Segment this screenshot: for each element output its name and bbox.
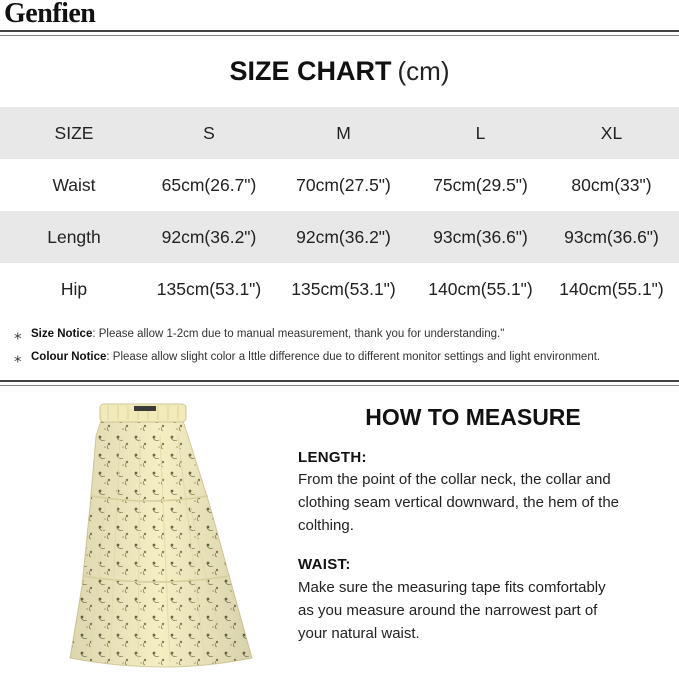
table-cell: 135cm(53.1") xyxy=(156,278,262,299)
header-cell: SIZE xyxy=(54,122,94,143)
waist-line: as you measure around the narrowest part of xyxy=(298,602,598,619)
waist-line: your natural waist. xyxy=(298,625,420,642)
notice-label: Size Notice xyxy=(31,327,93,340)
page-title xyxy=(0,56,679,87)
table-cell: Hip xyxy=(60,278,88,299)
size-notice xyxy=(14,322,674,345)
header-cell: L xyxy=(475,122,486,143)
notice-text: : Please allow 1-2cm due to manual measurement, thank you for understanding." xyxy=(92,327,505,340)
header-cell: M xyxy=(336,122,351,143)
title-unit: (cm) xyxy=(397,56,450,86)
table-cell: 93cm(36.6") xyxy=(433,226,528,247)
asterisk-icon: ⁎ xyxy=(14,325,22,343)
table-header-row xyxy=(0,107,679,159)
table-cell: 93cm(36.6") xyxy=(564,226,659,247)
title-main: SIZE CHART xyxy=(229,56,392,86)
notice-text: : Please allow slight color a lttle difference due to different monitor settings and light environment. xyxy=(106,350,601,363)
table-cell: 70cm(27.5") xyxy=(296,174,391,195)
notice-label: Colour Notice xyxy=(31,350,107,363)
table-row xyxy=(0,159,679,211)
table-row xyxy=(0,263,679,315)
table-cell: Waist xyxy=(52,174,96,195)
length-description xyxy=(298,468,658,537)
table-cell: 65cm(26.7") xyxy=(161,174,257,195)
size-table xyxy=(0,107,679,315)
length-line: colthing. xyxy=(298,517,354,534)
header-cell: S xyxy=(203,122,215,143)
table-cell: 140cm(55.1") xyxy=(428,278,533,299)
header-cell: XL xyxy=(600,122,623,143)
middle-divider xyxy=(0,380,679,386)
notices xyxy=(14,322,674,368)
brand-logo: Genfien xyxy=(4,0,96,29)
table-cell: 80cm(33") xyxy=(571,174,652,195)
table-cell: 92cm(36.2") xyxy=(296,226,391,247)
top-divider xyxy=(0,30,679,36)
length-line: clothing seam vertical downward, the hem of the xyxy=(298,494,619,511)
colour-notice xyxy=(14,345,674,368)
skirt-illustration xyxy=(60,396,270,671)
asterisk-icon: ⁎ xyxy=(14,348,22,366)
table-cell: 75cm(29.5") xyxy=(433,174,528,195)
waist-line: Make sure the measuring tape fits comfortably xyxy=(298,579,606,596)
how-to-measure-title: HOW TO MEASURE xyxy=(365,404,581,430)
length-heading: LENGTH: xyxy=(298,449,367,466)
table-cell: 140cm(55.1") xyxy=(559,278,664,299)
skirt-image xyxy=(60,396,270,671)
table-cell: 135cm(53.1") xyxy=(291,278,396,299)
table-cell: 92cm(36.2") xyxy=(161,226,257,247)
waist-description xyxy=(298,576,658,645)
table-cell: Length xyxy=(47,226,101,247)
table-row xyxy=(0,211,679,263)
waist-heading: WAIST: xyxy=(298,556,351,573)
length-line: From the point of the collar neck, the collar and xyxy=(298,471,611,488)
